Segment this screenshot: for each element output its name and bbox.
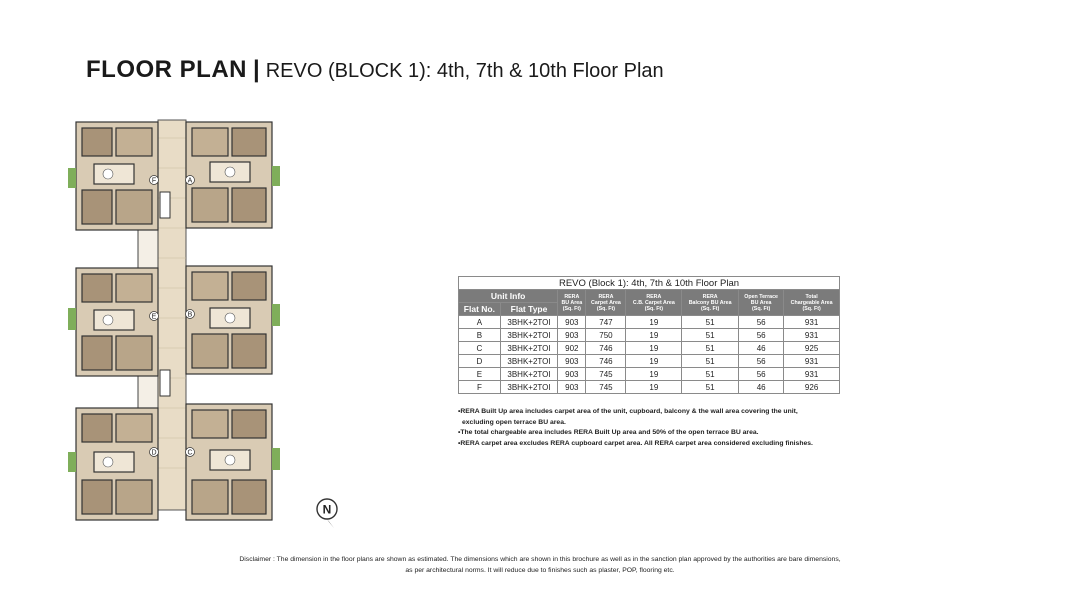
table-row: C 3BHK+2TOI 902 746 19 51 46 925 <box>459 342 840 355</box>
table-row: D 3BHK+2TOI 903 746 19 51 56 931 <box>459 355 840 368</box>
plan-label-d: D <box>151 449 157 457</box>
unit-a-left <box>76 122 158 230</box>
area-table <box>458 276 840 394</box>
title-main: FLOOR PLAN <box>86 56 247 83</box>
table-notes <box>458 407 878 449</box>
note-1: •RERA Built Up area includes carpet area of the unit, cupboard, balcony & the wall area covering the unit, <box>458 408 798 415</box>
col-rera-carpet: RERA Carpet Area (Sq. Ft) <box>586 290 626 316</box>
plan-label-c: C <box>187 449 193 457</box>
col-rera-cb: RERA C.B. Carpet Area (Sq. Ft) <box>626 290 682 316</box>
col-open-terrace: Open Terrace BU Area (Sq. Ft) <box>739 290 784 316</box>
col-total: Total Chargeable Area (Sq. Ft) <box>784 290 840 316</box>
note-3: •RERA carpet area excludes RERA cupboard carpet area. All RERA carpet area considered excluding finishes. <box>458 439 813 447</box>
title-separator: | <box>253 56 260 83</box>
col-flat-type: Flat Type <box>500 303 557 316</box>
disclaimer-line-1: Disclaimer : The dimension in the floor plans are shown as estimated. The dimensions which are shown in this brochure as well as in the sanction plan approved by the authorities are bare dimensions, <box>239 556 841 563</box>
unit-info-header: Unit Info <box>459 290 558 303</box>
disclaimer-line-2: as per architectural norms. It will reduce due to finishes such as plaster, POP, flooring etc. <box>405 567 675 574</box>
unit-c-left <box>76 408 158 520</box>
plan-label-e: E <box>151 313 157 321</box>
corridor <box>158 120 186 510</box>
title-sub: REVO (BLOCK 1): 4th, 7th & 10th Floor Plan <box>265 60 664 82</box>
table-row: E 3BHK+2TOI 903 745 19 51 56 931 <box>459 368 840 381</box>
note-1b: excluding open terrace BU area. <box>462 418 566 426</box>
table-row: F 3BHK+2TOI 903 745 19 51 46 926 <box>459 381 840 394</box>
plan-label-f: F <box>151 177 157 185</box>
plan-label-b: B <box>187 311 193 319</box>
col-flat-no: Flat No. <box>459 303 501 316</box>
table-row: B 3BHK+2TOI 903 750 19 51 56 931 <box>459 329 840 342</box>
table-row: A 3BHK+2TOI 903 747 19 51 56 931 <box>459 316 840 329</box>
disclaimer <box>0 554 1080 576</box>
note-2: •The total chargeable area includes RERA Built Up area and 50% of the open terrace BU area. <box>458 429 759 436</box>
col-rera-balcony: RERA Balcony BU Area (Sq. Ft) <box>682 290 739 316</box>
unit-b-left <box>76 268 158 376</box>
plan-label-a: A <box>187 177 193 185</box>
col-rera-bu: RERA BU Area (Sq. Ft) <box>558 290 586 316</box>
floor-plan-drawing <box>64 108 284 526</box>
compass-letter: N <box>322 502 332 517</box>
table-title: REVO (Block 1): 4th, 7th & 10th Floor Plan <box>459 277 840 290</box>
north-compass-icon <box>314 496 342 530</box>
page-title <box>86 56 664 84</box>
